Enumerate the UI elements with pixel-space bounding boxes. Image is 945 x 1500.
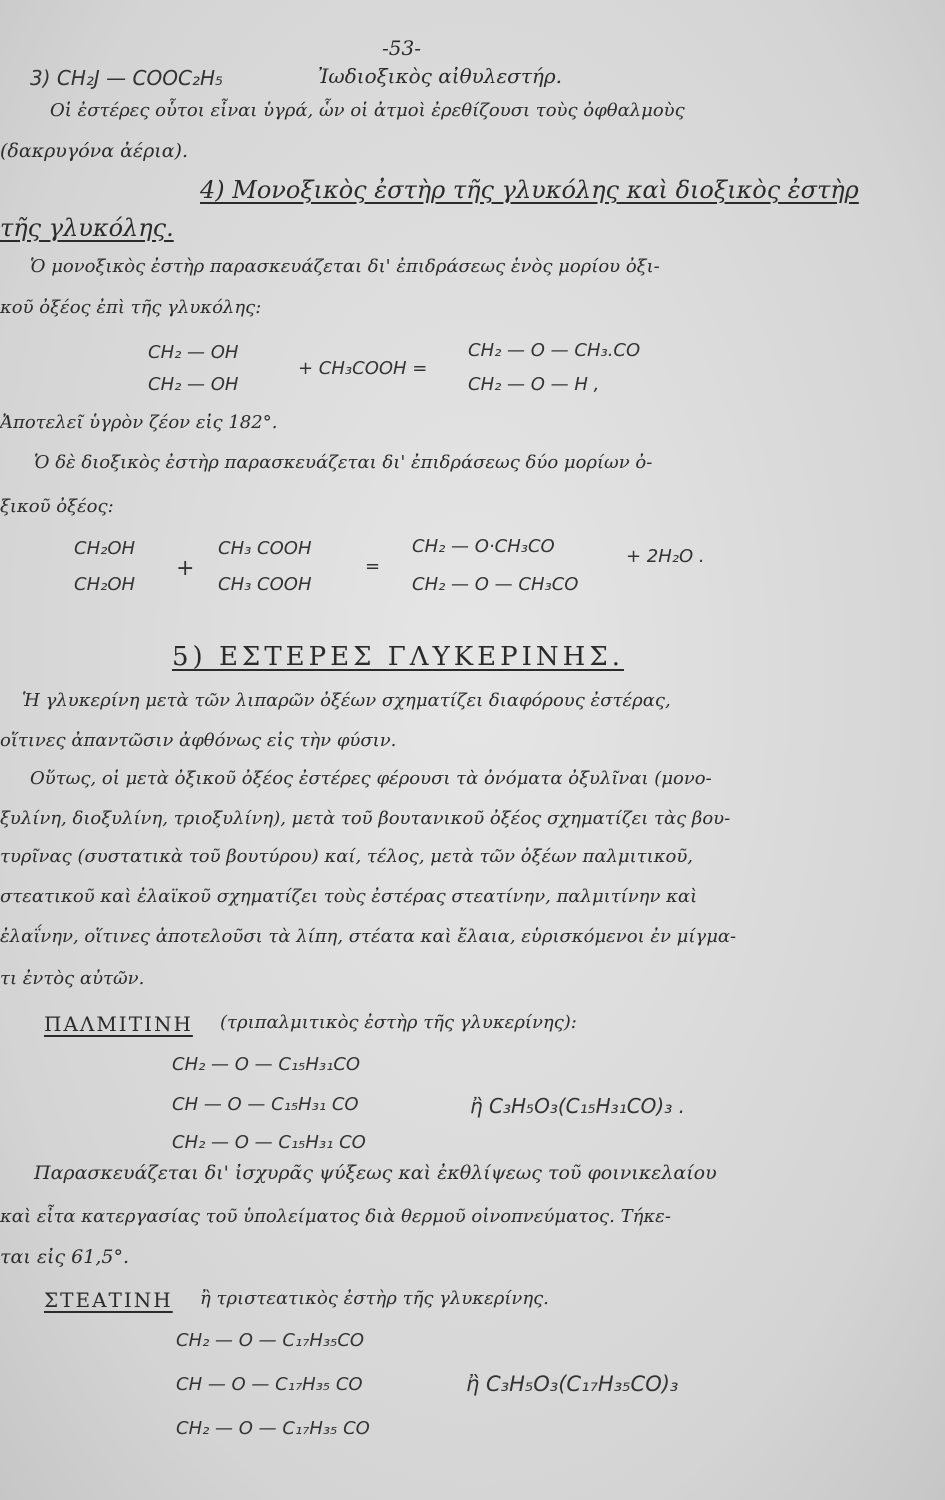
acetic-acid-bottom: CH₃ COOH	[218, 574, 312, 595]
glycerin-text-line4: ξυλίνη, διοξυλίνη, τριοξυλίνη), μετὰ τοῦ βουτανικοῦ ὀξέος σχηματίζει τὰς βου-	[0, 808, 731, 829]
palmitin-melting-point: ται εἰς 61,5°.	[0, 1246, 130, 1268]
stearin-description: ἢ τριστεατικὸς ἐστὴρ τῆς γλυκερίνης.	[200, 1288, 549, 1309]
ethyl-iodoacetate-name: Ἰωδιοξικὸς αἰθυλεστήρ.	[318, 64, 562, 88]
stearin-molecular-formula: ἢ C₃H₅O₃(C₁₇H₃₅CO)₃	[466, 1372, 679, 1396]
glycerin-text-line8: τι ἐντὸς αὐτῶν.	[0, 968, 145, 989]
palmitin-description: (τριπαλμιτικὸς ἐστὴρ τῆς γλυκερίνης):	[220, 1012, 577, 1033]
palmitin-prep-line1: Παρασκευάζεται δι' ἰσχυρᾶς ψύξεως καὶ ἐκθλίψεως τοῦ φοινικελαίου	[34, 1162, 717, 1184]
ethyl-iodoacetate-formula: 3) CH₂J — COOC₂H₅	[30, 66, 224, 90]
monoacetate-text-line2: κοῦ ὀξέος ἐπὶ τῆς γλυκόλης:	[0, 297, 262, 318]
equals-sign: =	[365, 556, 381, 577]
water-product: + 2H₂O .	[626, 546, 705, 567]
diacetate-text-line2: ξικοῦ ὀξέος:	[0, 496, 114, 517]
palmitin-formula-line2: CH — O — C₁₅H₃₁ CO	[172, 1094, 359, 1115]
palmitin-heading: ΠΑΛΜΙΤΙΝΗ	[44, 1012, 193, 1036]
monoacetate-product-bottom: CH₂ — O — H ,	[468, 374, 600, 395]
palmitin-formula-line1: CH₂ — O — C₁₅H₃₁CO	[172, 1054, 361, 1075]
glycerin-text-line7: ἐλαΐνην, οἵτινες ἀποτελοῦσι τὰ λίπη, στέατα καὶ ἔλαια, εὑρισκόμενοι ἐν μίγμα-	[0, 926, 737, 947]
diacetate-product-bottom: CH₂ — O — CH₃CO	[412, 574, 579, 595]
palmitin-prep-line2: καὶ εἶτα κατεργασίας τοῦ ὑπολείματος διὰ θερμοῦ οἰνοπνεύματος. Τήκε-	[0, 1206, 671, 1227]
glycol-formula-bottom: CH₂ — OH	[148, 374, 239, 395]
palmitin-formula-line3: CH₂ — O — C₁₅H₃₁ CO	[172, 1132, 366, 1153]
plus-sign: +	[176, 556, 195, 581]
glycol-formula-top: CH₂ — OH	[148, 342, 239, 363]
stearin-formula-line3: CH₂ — O — C₁₇H₃₅ CO	[176, 1418, 370, 1439]
glycerin-text-line6: στεατικοῦ καὶ ἐλαϊκοῦ σχηματίζει τοὺς ἐστέρας στεατίνην, παλμιτίνην καὶ	[0, 886, 698, 907]
monoacetate-text-line1: Ὁ μονοξικὸς ἐστὴρ παρασκευάζεται δι' ἐπιδράσεως ἑνὸς μορίου ὀξι-	[30, 256, 660, 277]
section4-title-continued: τῆς γλυκόλης.	[0, 214, 174, 242]
esters-description-line2: (δακρυγόνα ἀέρια).	[0, 140, 189, 162]
glycerin-text-line3: Οὕτως, οἱ μετὰ ὀξικοῦ ὀξέος ἐστέρες φέρουσι τὰ ὀνόματα ὀξυλῖναι (μονο-	[30, 768, 712, 789]
esters-description-line1: Οἱ ἐστέρες οὗτοι εἶναι ὑγρά, ὧν οἱ ἀτμοὶ ἐρεθίζουσι τοὺς ὀφθαλμοὺς	[50, 100, 685, 121]
section4-title: 4) Μονοξικὸς ἐστὴρ τῆς γλυκόλης καὶ διοξικὸς ἐστὴρ	[200, 176, 859, 204]
diacetate-product-top: CH₂ — O·CH₃CO	[412, 536, 555, 557]
boiling-point-text: Ἀποτελεῖ ὑγρὸν ζέον εἰς 182°.	[0, 412, 278, 433]
glycol-formula-bottom-2: CH₂OH	[74, 574, 136, 595]
acetic-acid-top: CH₃ COOH	[218, 538, 312, 559]
stearin-formula-line2: CH — O — C₁₇H₃₅ CO	[176, 1374, 363, 1395]
acetic-acid-reagent: + CH₃COOH =	[298, 358, 428, 379]
page-number: -53-	[382, 36, 421, 60]
diacetate-text-line1: Ὁ δὲ διοξικὸς ἐστὴρ παρασκευάζεται δι' ἐπιδράσεως δύο μορίων ὀ-	[34, 452, 653, 473]
glycerin-text-line5: τυρῖνας (συστατικὰ τοῦ βουτύρου) καί, τέλος, μετὰ τῶν ὀξέων παλμιτικοῦ,	[0, 846, 693, 867]
glycerin-text-line2: οἵτινες ἀπαντῶσιν ἀφθόνως εἰς τὴν φύσιν.	[0, 730, 397, 751]
stearin-heading: ΣΤΕΑΤΙΝΗ	[44, 1288, 173, 1312]
stearin-formula-line1: CH₂ — O — C₁₇H₃₅CO	[176, 1330, 365, 1351]
palmitin-molecular-formula: ἢ C₃H₅O₃(C₁₅H₃₁CO)₃ .	[470, 1094, 685, 1118]
glycerin-text-line1: Ἡ γλυκερίνη μετὰ τῶν λιπαρῶν ὀξέων σχηματίζει διαφόρους ἐστέρας,	[22, 690, 671, 711]
glycol-formula-top-2: CH₂OH	[74, 538, 136, 559]
section5-heading: 5) ΕΣΤΕΡΕΣ ΓΛΥΚΕΡΙΝΗΣ.	[172, 642, 624, 672]
monoacetate-product-top: CH₂ — O — CH₃.CO	[468, 340, 641, 361]
